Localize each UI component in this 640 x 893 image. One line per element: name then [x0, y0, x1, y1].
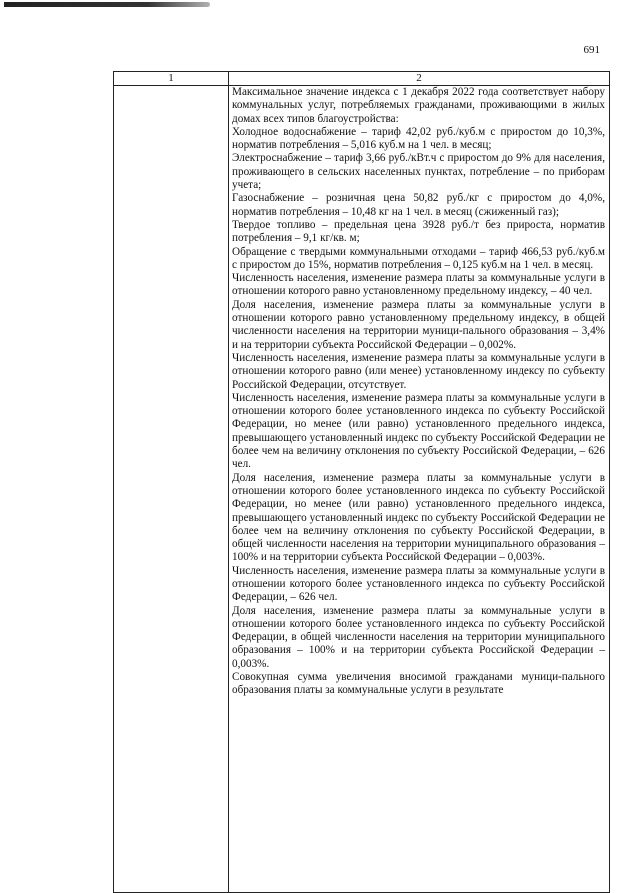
paragraph: Доля населения, изменение размера платы за коммунальные услуги в отношении которого более установленного индекса по субъекту Российской Федерации, в общей численности населения на территории муниципального образования – 100% и на территории субъекта Российской Федерации – 0,003%.	[232, 604, 605, 670]
page-number: 691	[583, 44, 600, 56]
paragraph: Доля населения, изменение размера платы за коммунальные услуги в отношении которого равно установленному предельному индексу, в общей численности населения на территории муници-пального образования – 3,4% и на территории субъекта Российской Федерации – 0,002%.	[232, 298, 605, 351]
paragraph: Холодное водоснабжение – тариф 42,02 руб./куб.м с приростом до 10,3%, норматив потребления – 5,016 куб.м на 1 чел. в месяц;	[232, 125, 605, 152]
paragraph: Численность населения, изменение размера платы за коммунальные услуги в отношении которого равно установленному предельному индексу, – 40 чел.	[232, 272, 605, 298]
paragraph: Газоснабжение – розничная цена 50,82 руб./кг с приростом до 4,0%, норматив потребления – 10,48 кг на 1 чел. в месяц (сжиженный газ);	[232, 192, 605, 218]
paragraph: Численность населения, изменение размера платы за коммунальные услуги в отношении которого равно (или менее) установленному индексу по субъекту Российской Федерации, отсутствует.	[232, 351, 605, 391]
column-header-1: 1	[114, 72, 229, 86]
content-cell	[229, 86, 610, 893]
table-header-row	[114, 72, 610, 86]
content-text	[229, 86, 609, 892]
paragraph: Численность населения, изменение размера платы за коммунальные услуги в отношении которого более установленного индекса по субъекту Российской Федерации, но менее (или равно) установленного предельного индекса, превышающего установленный индекс по субъекту Российской Федерации не более чем на величину отклонения по субъекту Российской Федерации, – 626 чел.	[232, 391, 605, 471]
paragraph: Максимальное значение индекса с 1 декабря 2022 года соответствует набору коммунальных услуг, потребляемых гражданами, проживающими в жилых домах всех типов благоустройства:	[232, 86, 605, 125]
empty-cell	[114, 86, 229, 893]
paragraph: Численность населения, изменение размера платы за коммунальные услуги в отношении которого более установленного индекса по субъекту Российской Федерации, – 626 чел.	[232, 564, 605, 604]
table-body-row	[114, 86, 610, 893]
paragraph: Доля населения, изменение размера платы за коммунальные услуги в отношении которого более установленного индекса по субъекту Российской Федерации, но менее (или равно) установленного предельного индекса, превышающего установленный индекс по субъекту Российской Федерации не более чем на величину отклонения по субъекту Российской Федерации, в общей численности населения на территории муниципального образования – 100% и на территории субъекта Российской Федерации – 0,003%.	[232, 471, 605, 564]
paragraph: Обращение с твердыми коммунальными отходами – тариф 466,53 руб./куб.м с приростом до 15%, норматив потребления – 0,125 куб.м на 1 чел. в месяц.	[232, 245, 605, 271]
paragraph: Твердое топливо – предельная цена 3928 руб./т без прироста, норматив потребления – 9,1 кг/кв. м;	[232, 218, 605, 245]
scan-artifact-bar	[4, 2, 210, 7]
paragraph: Электроснабжение – тариф 3,66 руб./кВт.ч с приростом до 9% для населения, проживающего в сельских населенных пунктах, потребление – по приборам учета;	[232, 152, 605, 192]
column-header-2: 2	[229, 72, 610, 86]
paragraph: Совокупная сумма увеличения вносимой гражданами муници-пального образования платы за коммунальные услуги в результате	[232, 671, 605, 697]
document-table	[113, 71, 610, 893]
